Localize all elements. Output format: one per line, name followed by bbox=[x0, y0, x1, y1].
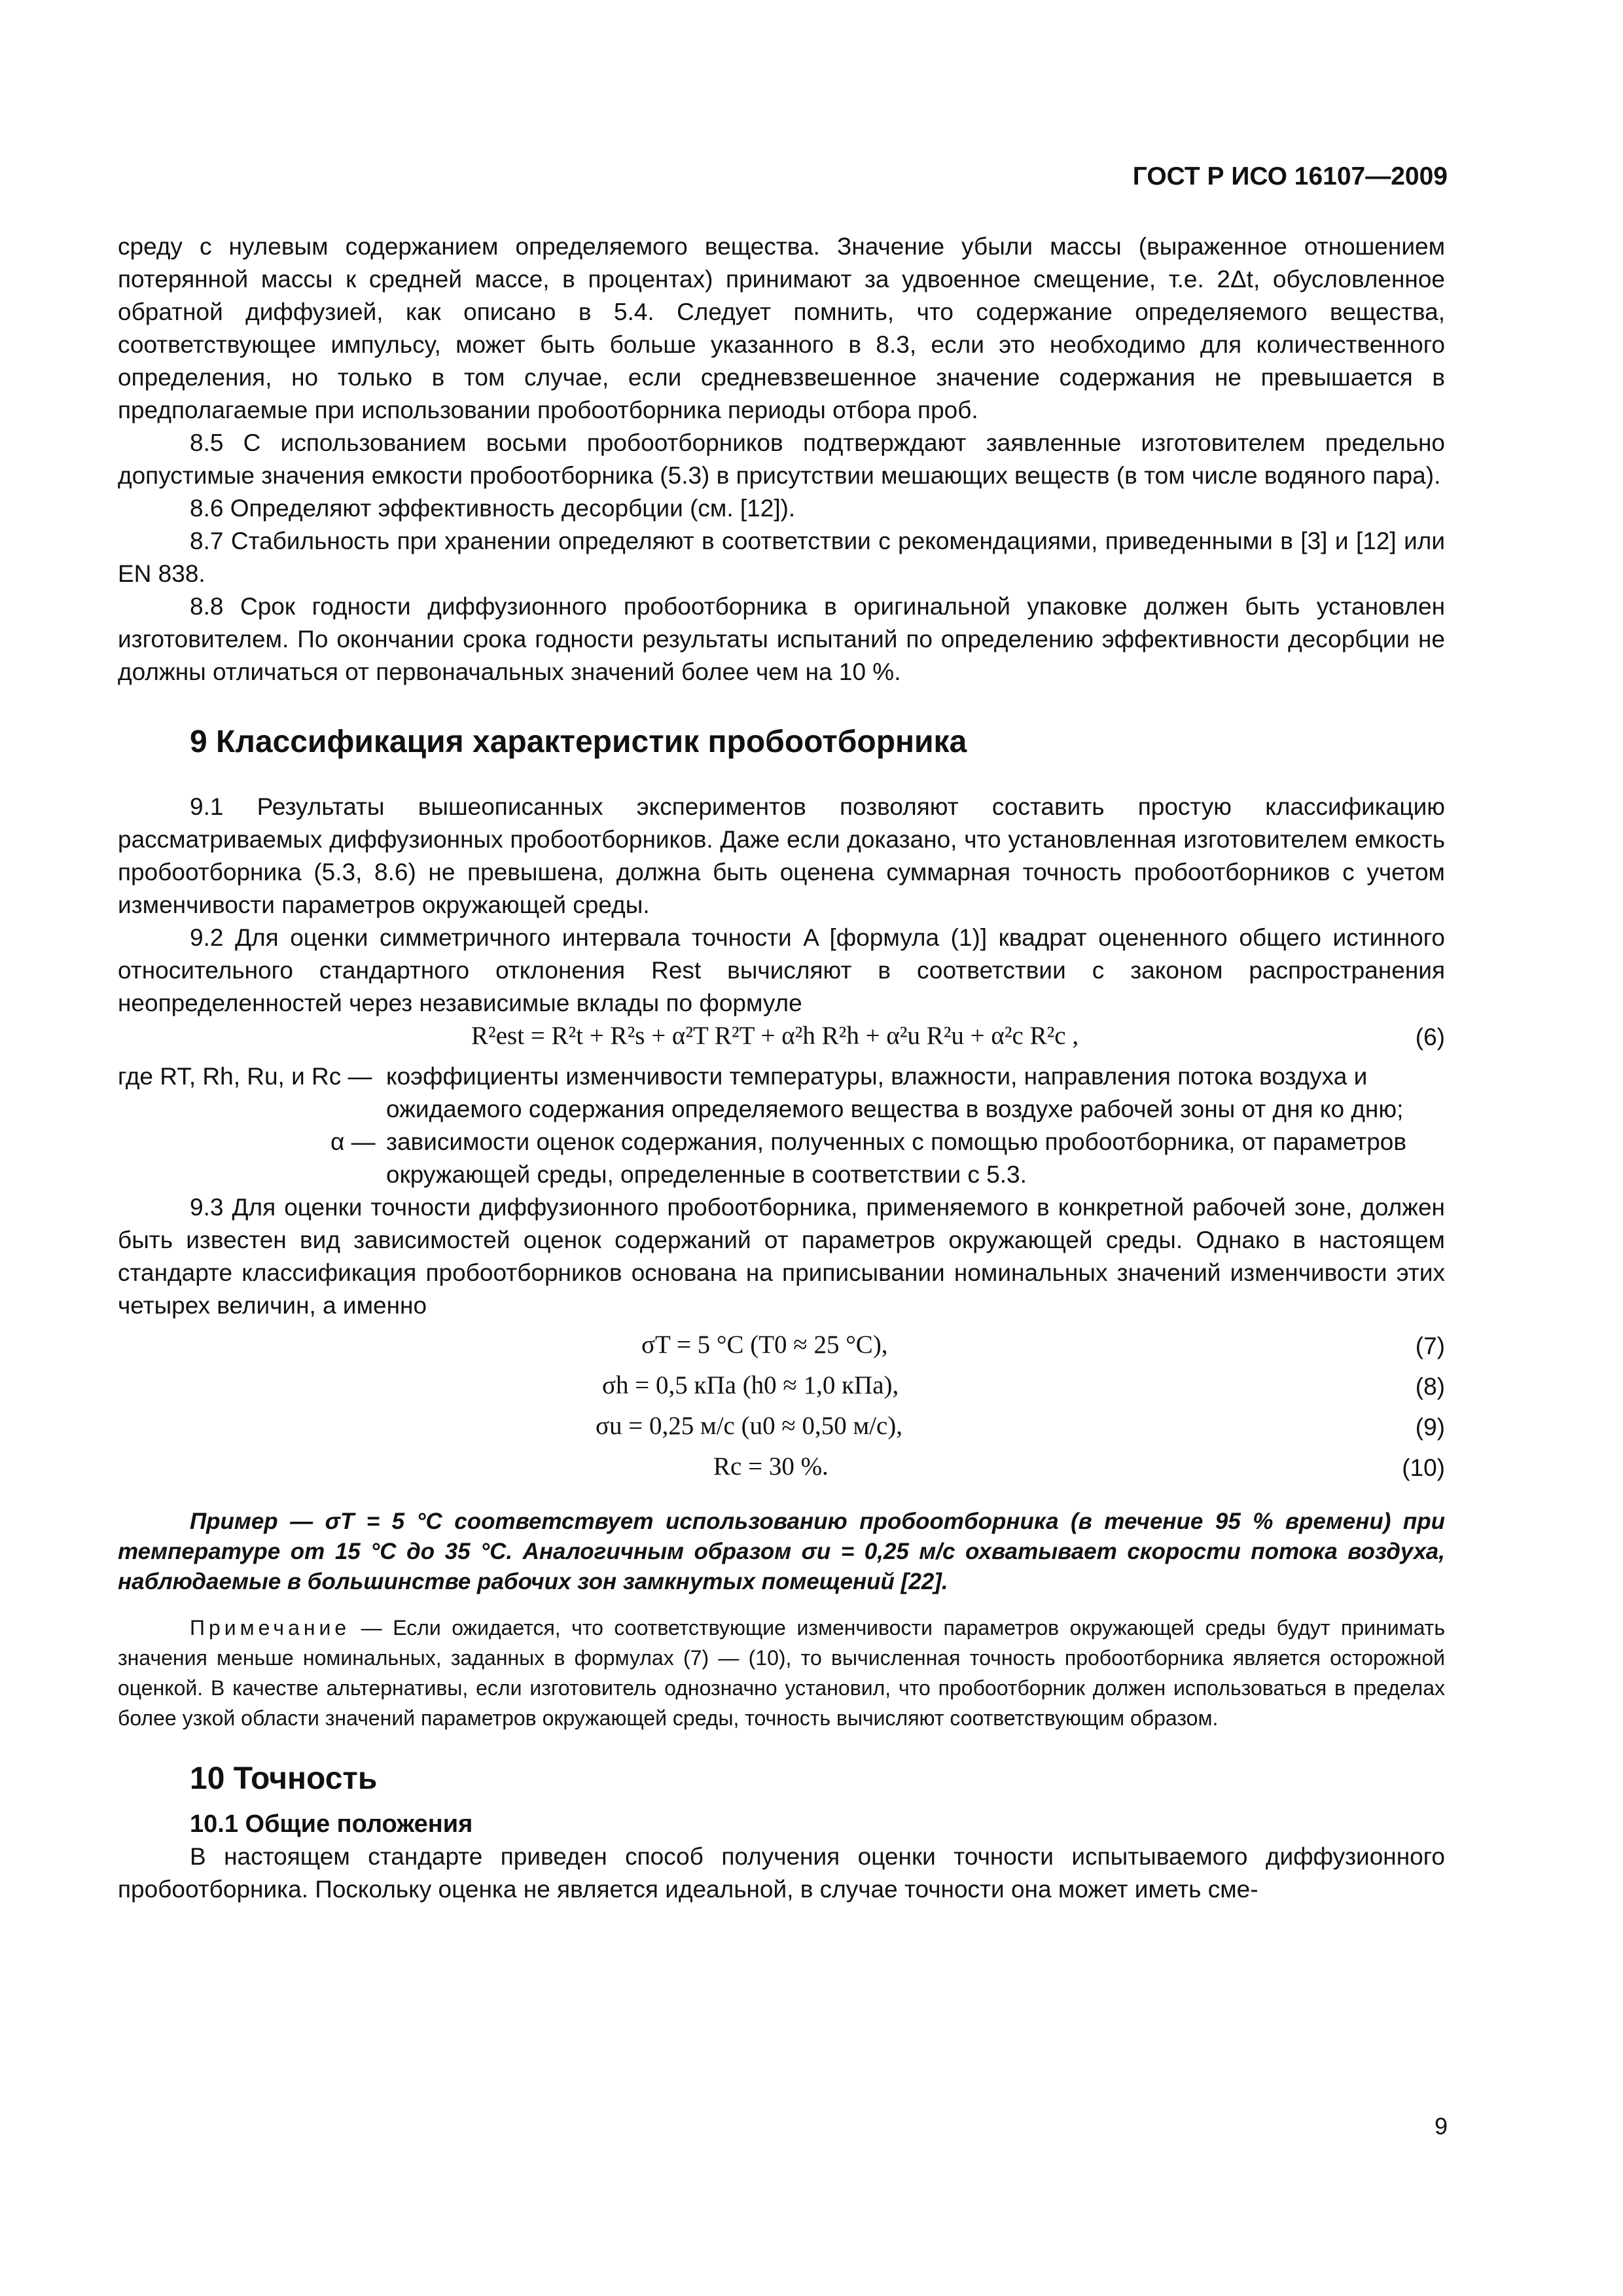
equation-9-number: (9) bbox=[1415, 1414, 1445, 1441]
paragraph-continued: среду с нулевым содержанием определяемого вещества. Значение убыли массы (выраженное отношением потерянной массы к средней массе, в процентах) принимают за удвоенное смещение, т.е. 2Δt, обусловленное обратной диффузией, как описано в 5.4. Следует помнить, что содержание определяемого вещества, соответствующее импульсу, может быть больше указанного в 8.3, если это необходимо для количественного определения, но только в том случае, если средневзвешенное значение содержания не превышается в предполагаемые при использовании пробоотборника периоды отбора проб. bbox=[118, 233, 1445, 423]
section-10-heading: 10 Точность bbox=[190, 1761, 378, 1796]
equation-10-number: (10) bbox=[1402, 1454, 1445, 1481]
paragraph-8-8: 8.8 Срок годности диффузионного пробоотборника в оригинальной упаковке должен быть установлен изготовителем. По окончании срока годности результаты испытаний по определению эффективности десорбции не должны отличаться от первоначальных значений более чем на 10 %. bbox=[118, 593, 1445, 685]
where-definition-alpha bbox=[118, 1126, 1445, 1191]
section-9-heading: 9 Классификация характеристик пробоотборника bbox=[190, 725, 967, 759]
document-header: ГОСТ Р ИСО 16107—2009 bbox=[1132, 162, 1448, 190]
note-paragraph bbox=[118, 1613, 1445, 1733]
equation-8-formula: σh = 0,5 кПа (h0 ≈ 1,0 кПа), bbox=[602, 1371, 899, 1399]
paragraph-9-3: 9.3 Для оценки точности диффузионного пробоотборника, применяемого в конкретной рабочей зоне, должен быть известен вид зависимостей оценок содержаний от параметров окружающей среды. Однако в настоящем стандарте классификация пробоотборников основана на приписывании номинальных значений изменчивости этих четырех величин, а именно bbox=[118, 1194, 1445, 1319]
equation-8-number: (8) bbox=[1415, 1373, 1445, 1400]
equation-6 bbox=[118, 1020, 1445, 1060]
equation-7 bbox=[118, 1329, 1445, 1369]
paragraph-8-7: 8.7 Стабильность при хранении определяют в соответствии с рекомендациями, приведенными в [3] и [12] или EN 838. bbox=[118, 528, 1445, 587]
note-text: — Если ожидается, что соответствующие изменчивости параметров окружающей среды будут принимать значения меньше номинальных, заданных в формулах (7) — (10), то вычисленная точность пробоотборника является осторожной оценкой. В качестве альтернативы, если изготовитель однозначно установил, что пробоотборник должен использоваться в пределах более узкой области значений параметров окружающей среды, точность вычисляют соответствующим образом. bbox=[118, 1616, 1446, 1730]
example-paragraph: Пример — σT = 5 °C соответствует использованию пробоотборника (в течение 95 % времени) при температуре от 15 °C до 35 °C. Аналогичным образом σu = 0,25 м/с охватывает скорости потока воздуха, наблюдаемые в большинстве рабочих зон замкнутых помещений [22]. bbox=[118, 1509, 1445, 1594]
paragraph-8-6: 8.6 Определяют эффективность десорбции (см. [12]). bbox=[190, 495, 796, 522]
page-number: 9 bbox=[1434, 2113, 1448, 2140]
equation-7-number: (7) bbox=[1415, 1333, 1445, 1359]
equation-6-formula: R²est = R²t + R²s + α²T R²T + α²h R²h + α²u R²u + α²c R²c , bbox=[471, 1022, 1079, 1050]
paragraph-9-1: 9.1 Результаты вышеописанных экспериментов позволяют составить простую классификацию рассматриваемых диффузионных пробоотборников. Даже если доказано, что установленная изготовителем емкость пробоотборника (5.3, 8.6) не превышена, должна быть оценена суммарная точность пробоотборников с учетом изменчивости параметров окружающей среды. bbox=[118, 793, 1445, 918]
equation-9 bbox=[118, 1410, 1445, 1450]
alpha-label: α — bbox=[330, 1128, 376, 1155]
where-label: где RT, Rh, Ru, и Rc — bbox=[118, 1063, 372, 1090]
section-10-1-heading: 10.1 Общие положения bbox=[190, 1810, 473, 1838]
note-label: Примечание bbox=[190, 1616, 351, 1640]
equation-9-formula: σu = 0,25 м/с (u0 ≈ 0,50 м/с), bbox=[596, 1412, 903, 1440]
equation-10-formula: Rc = 30 %. bbox=[713, 1452, 829, 1480]
paragraph-8-5: 8.5 С использованием восьми пробоотборников подтверждают заявленные изготовителем предельно допустимые значения емкости пробоотборника (5.3) в присутствии мешающих веществ (в том числе водяного пара). bbox=[118, 429, 1445, 489]
document-body bbox=[118, 230, 1445, 1906]
alpha-text: зависимости оценок содержания, полученных с помощью пробоотборника, от параметров окружающей среды, определенные в соответствии с 5.3. bbox=[386, 1128, 1407, 1188]
equation-8 bbox=[118, 1369, 1445, 1410]
equation-10 bbox=[118, 1450, 1445, 1491]
equation-7-formula: σT = 5 °C (T0 ≈ 25 °C), bbox=[641, 1331, 888, 1359]
paragraph-10-1: В настоящем стандарте приведен способ получения оценки точности испытываемого диффузионного пробоотборника. Поскольку оценка не является идеальной, в случае точности она может иметь сме- bbox=[118, 1843, 1445, 1903]
equation-6-number: (6) bbox=[1415, 1024, 1445, 1050]
where-definition-r bbox=[118, 1060, 1445, 1126]
paragraph-9-2: 9.2 Для оценки симметричного интервала точности A [формула (1)] квадрат оцененного общего истинного относительного стандартного отклонения Rest вычисляют в соответствии с законом распространения неопределенностей через независимые вклады по формуле bbox=[118, 924, 1445, 1016]
where-text: коэффициенты изменчивости температуры, влажности, направления потока воздуха и ожидаемого содержания определяемого вещества в воздухе рабочей зоны от дня ко дню; bbox=[386, 1063, 1404, 1122]
